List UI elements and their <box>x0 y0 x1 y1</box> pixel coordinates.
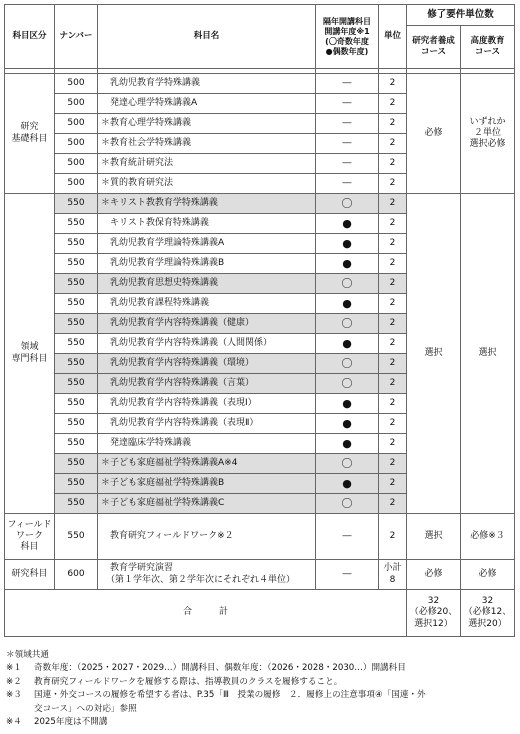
header-alt-year-line: ●偶数年度) <box>325 46 369 56</box>
course-name: 子ども家庭福祉学特殊講義B <box>110 477 225 488</box>
alt-year-mark: ● <box>316 434 379 454</box>
footnote <box>6 689 514 702</box>
category-label-line: フィールド <box>7 519 52 530</box>
course-name-cell <box>98 274 316 294</box>
alt-year-mark: ― <box>316 114 379 134</box>
course-name: 子ども家庭福祉学特殊講義A※4 <box>110 457 238 468</box>
credit-value: 2 <box>379 174 407 194</box>
req-research-advanced: 必修 <box>461 560 515 590</box>
common-mark: ＊ <box>100 477 110 488</box>
course-number: 500 <box>55 74 98 94</box>
footnote-label: ＊領域共通 <box>6 650 49 660</box>
course-number: 550 <box>55 194 98 214</box>
course-name-cell <box>98 334 316 354</box>
common-mark: ＊ <box>100 177 110 188</box>
category-label-line: 領域 <box>20 342 39 353</box>
course-name-cell <box>98 134 316 154</box>
course-number: 550 <box>55 374 98 394</box>
alt-year-mark: 〇 <box>316 374 379 394</box>
total-line: 選択12） <box>414 618 453 629</box>
subtotal-label: 小計 <box>383 563 402 574</box>
course-name-sub: （第１学年次、第２学年次にそれぞれ４単位） <box>106 574 296 585</box>
category-label-line: 研究 <box>20 122 39 133</box>
header-course-research <box>407 26 461 69</box>
course-name: 乳幼児教育学内容特殊講義（表現Ⅱ） <box>110 417 259 428</box>
course-number: 550 <box>55 414 98 434</box>
course-number: 500 <box>55 134 98 154</box>
credit-value: 2 <box>379 234 407 254</box>
course-name-cell <box>98 294 316 314</box>
course-name: 乳幼児教育学内容特殊講義（言葉） <box>110 377 255 388</box>
course-name-cell <box>98 94 316 114</box>
course-number: 500 <box>55 174 98 194</box>
alt-year-mark: ― <box>316 74 379 94</box>
header-course-advanced-line: コース <box>474 47 501 57</box>
alt-year-mark: ― <box>316 514 379 560</box>
category-label-line: ワーク <box>15 530 43 541</box>
footnote-text: 国連・外交コースの履修を希望する者は、P.35「Ⅲ 授業の履修 ２．履修上の注意事項④「国連・外 <box>34 690 426 701</box>
course-name-cell <box>98 154 316 174</box>
course-name-cell <box>98 354 316 374</box>
common-mark: ＊ <box>100 137 110 148</box>
alt-year-mark: ― <box>316 94 379 114</box>
course-name: 乳幼児教育学特殊講義 <box>110 77 201 88</box>
alt-year-mark: 〇 <box>316 194 379 214</box>
footnote <box>6 703 514 716</box>
total-line: 選択20） <box>468 618 507 629</box>
category-label-line: 専門科目 <box>11 353 48 364</box>
credit-value: 2 <box>379 154 407 174</box>
credit-value: 2 <box>379 474 407 494</box>
credit-value: 2 <box>379 414 407 434</box>
alt-year-mark: ● <box>316 254 379 274</box>
course-name: 発達心理学特殊講義A <box>110 97 198 108</box>
course-name: 教育心理学特殊講義 <box>110 117 192 128</box>
course-number: 500 <box>55 154 98 174</box>
category-label-line: 科目 <box>20 542 39 553</box>
course-name-cell <box>98 454 316 474</box>
req-research-basic-advanced <box>461 74 515 194</box>
course-name: 教育学研究演習 <box>110 563 174 574</box>
header-number: ナンバー <box>55 5 98 69</box>
course-number: 500 <box>55 114 98 134</box>
credit-value: 2 <box>379 454 407 474</box>
table-row <box>5 194 515 214</box>
credit-value: 2 <box>379 374 407 394</box>
credit-value: 2 <box>379 194 407 214</box>
credit-value: 2 <box>379 214 407 234</box>
footnote <box>6 716 514 729</box>
footnote-label: ※３ <box>6 690 22 701</box>
course-name-cell <box>98 234 316 254</box>
footnote-text: 奇数年度：（2025・2027・2029…）開講科目、偶数年度：（2026・2028・2030…）開講科目 <box>34 663 406 674</box>
alt-year-mark: ● <box>316 414 379 434</box>
header-subject: 科目名 <box>98 5 316 69</box>
course-name: キリスト教教育学特殊講義 <box>110 197 218 208</box>
course-name: 乳幼児教育学内容特殊講義（人間関係） <box>110 337 273 348</box>
course-number: 550 <box>55 514 98 560</box>
header-course-research-line: コース <box>420 47 447 57</box>
header-course-research-line: 研究者養成 <box>412 36 455 47</box>
header-course-advanced <box>461 26 515 69</box>
header-alt-year-line: 開講年度※1 <box>324 26 370 36</box>
header-requirements: 修了要件単位数 <box>407 5 515 26</box>
course-name: 乳幼児教育学内容特殊講義（健康） <box>110 317 255 328</box>
course-number: 550 <box>55 254 98 274</box>
header-alt-year-line: (〇奇数年度 <box>325 36 369 46</box>
footnote <box>6 649 514 662</box>
alt-year-mark: 〇 <box>316 354 379 374</box>
table-row <box>5 74 515 94</box>
alt-year-mark: ● <box>316 294 379 314</box>
course-name: キリスト教保育特殊講義 <box>110 217 209 228</box>
course-number: 550 <box>55 394 98 414</box>
credit-value: 2 <box>379 294 407 314</box>
course-name-cell <box>98 474 316 494</box>
common-mark: ＊ <box>100 197 110 208</box>
course-number: 550 <box>55 434 98 454</box>
header-category: 科目区分 <box>5 5 55 69</box>
alt-year-mark: ― <box>316 560 379 590</box>
course-number: 550 <box>55 354 98 374</box>
total-line: 32 <box>481 596 494 607</box>
course-name: 乳幼児教育学内容特殊講義（表現Ⅰ） <box>110 397 257 408</box>
table-row <box>5 514 515 560</box>
course-name-cell <box>98 194 316 214</box>
course-name: 質的教育研究法 <box>110 177 174 188</box>
credit-value <box>379 560 407 590</box>
course-number: 550 <box>55 314 98 334</box>
course-number: 550 <box>55 294 98 314</box>
common-mark: ＊ <box>100 157 110 168</box>
header-alt-year-line: 隔年開講科目 <box>323 16 371 26</box>
subtotal-value: 8 <box>389 574 396 585</box>
footnote-text: 交コース」への対応」参照 <box>34 703 137 714</box>
course-name: 乳幼児教育学理論特殊講義B <box>110 257 225 268</box>
credit-value: 2 <box>379 314 407 334</box>
req-fieldwork-advanced: 必修※３ <box>461 514 515 560</box>
course-name-cell <box>98 254 316 274</box>
course-number: 550 <box>55 214 98 234</box>
total-line: 32 <box>427 596 440 607</box>
course-number: 550 <box>55 454 98 474</box>
category-research: 研究科目 <box>5 560 55 590</box>
credit-value: 2 <box>379 354 407 374</box>
course-name: 乳幼児教育思想史特殊講義 <box>110 277 219 288</box>
course-number: 550 <box>55 234 98 254</box>
course-name-cell <box>98 314 316 334</box>
alt-year-mark: ● <box>316 394 379 414</box>
total-row <box>5 590 515 637</box>
footnote-label: ※２ <box>6 676 22 687</box>
footnote-label: ※１ <box>6 663 22 674</box>
alt-year-mark: ● <box>316 234 379 254</box>
course-name: 乳幼児教育課程特殊講義 <box>110 297 210 308</box>
footnote <box>6 662 514 675</box>
req-research-basic-research: 必修 <box>407 74 461 194</box>
header-course-advanced-line: 高度教育 <box>470 36 505 47</box>
course-name-cell <box>98 560 316 590</box>
req-domain-advanced: 選択 <box>461 194 515 514</box>
footnote-label: ※４ <box>6 717 22 728</box>
course-name-cell <box>98 214 316 234</box>
req-line: 選択必修 <box>469 139 506 150</box>
req-domain-research: 選択 <box>407 194 461 514</box>
credit-value: 2 <box>379 434 407 454</box>
req-line: ２単位 <box>474 127 502 138</box>
alt-year-mark: 〇 <box>316 454 379 474</box>
category-label-line: 基礎科目 <box>11 133 48 144</box>
course-number: 600 <box>55 560 98 590</box>
course-number: 550 <box>55 334 98 354</box>
course-name: 乳幼児教育学内容特殊講義（環境） <box>110 357 255 368</box>
alt-year-mark: 〇 <box>316 274 379 294</box>
course-number: 550 <box>55 274 98 294</box>
alt-year-mark: ● <box>316 334 379 354</box>
total-label: 合 計 <box>5 590 407 637</box>
common-mark: ＊ <box>100 117 110 128</box>
total-line: （必修12、 <box>463 607 512 618</box>
credit-value: 2 <box>379 74 407 94</box>
course-name: 発達臨床学特殊講義 <box>110 437 192 448</box>
alt-year-mark: ● <box>316 474 379 494</box>
course-number: 550 <box>55 474 98 494</box>
category-fieldwork <box>5 514 55 560</box>
curriculum-table <box>4 4 515 637</box>
req-research-research: 必修 <box>407 560 461 590</box>
footnotes <box>6 649 514 729</box>
course-name: 教育統計研究法 <box>110 157 174 168</box>
common-mark: ＊ <box>100 497 110 508</box>
course-name: 乳幼児教育学理論特殊講義A <box>110 237 225 248</box>
credit-value: 2 <box>379 134 407 154</box>
table-row <box>5 560 515 590</box>
header-credits: 単位 <box>379 5 407 69</box>
category-research-basic <box>5 74 55 194</box>
alt-year-mark: ● <box>316 214 379 234</box>
footnote-text: 2025年度は不開講 <box>34 717 108 728</box>
course-name-cell <box>98 394 316 414</box>
course-name: 教育社会学特殊講義 <box>110 137 192 148</box>
course-name-cell <box>98 514 316 560</box>
course-name-cell <box>98 374 316 394</box>
course-number: 550 <box>55 494 98 514</box>
credit-value: 2 <box>379 394 407 414</box>
total-advanced <box>461 590 515 637</box>
req-line: いずれか <box>469 116 506 127</box>
alt-year-mark: 〇 <box>316 494 379 514</box>
alt-year-mark: ― <box>316 174 379 194</box>
course-name-cell <box>98 174 316 194</box>
credit-value: 2 <box>379 274 407 294</box>
course-name: 子ども家庭福祉学特殊講義C <box>110 497 225 508</box>
credit-value: 2 <box>379 514 407 560</box>
total-research <box>407 590 461 637</box>
credit-value: 2 <box>379 94 407 114</box>
credit-value: 2 <box>379 254 407 274</box>
course-number: 500 <box>55 94 98 114</box>
alt-year-mark: ― <box>316 154 379 174</box>
credit-value: 2 <box>379 494 407 514</box>
req-fieldwork-research: 選択 <box>407 514 461 560</box>
alt-year-mark: 〇 <box>316 314 379 334</box>
credit-value: 2 <box>379 114 407 134</box>
course-name-cell <box>98 434 316 454</box>
total-line: （必修20、 <box>409 607 458 618</box>
footnote-text: 教育研究フィールドワークを履修する際は、指導教員のクラスを履修すること。 <box>34 676 343 687</box>
footnote <box>6 676 514 689</box>
credit-value: 2 <box>379 334 407 354</box>
course-name-cell <box>98 74 316 94</box>
common-mark: ＊ <box>100 457 110 468</box>
alt-year-mark: ― <box>316 134 379 154</box>
course-name-cell <box>98 114 316 134</box>
course-name-cell <box>98 414 316 434</box>
course-name: 教育研究フィールドワーク※２ <box>110 530 234 541</box>
course-name-cell <box>98 494 316 514</box>
header-alt-year <box>316 5 379 69</box>
category-domain <box>5 194 55 514</box>
